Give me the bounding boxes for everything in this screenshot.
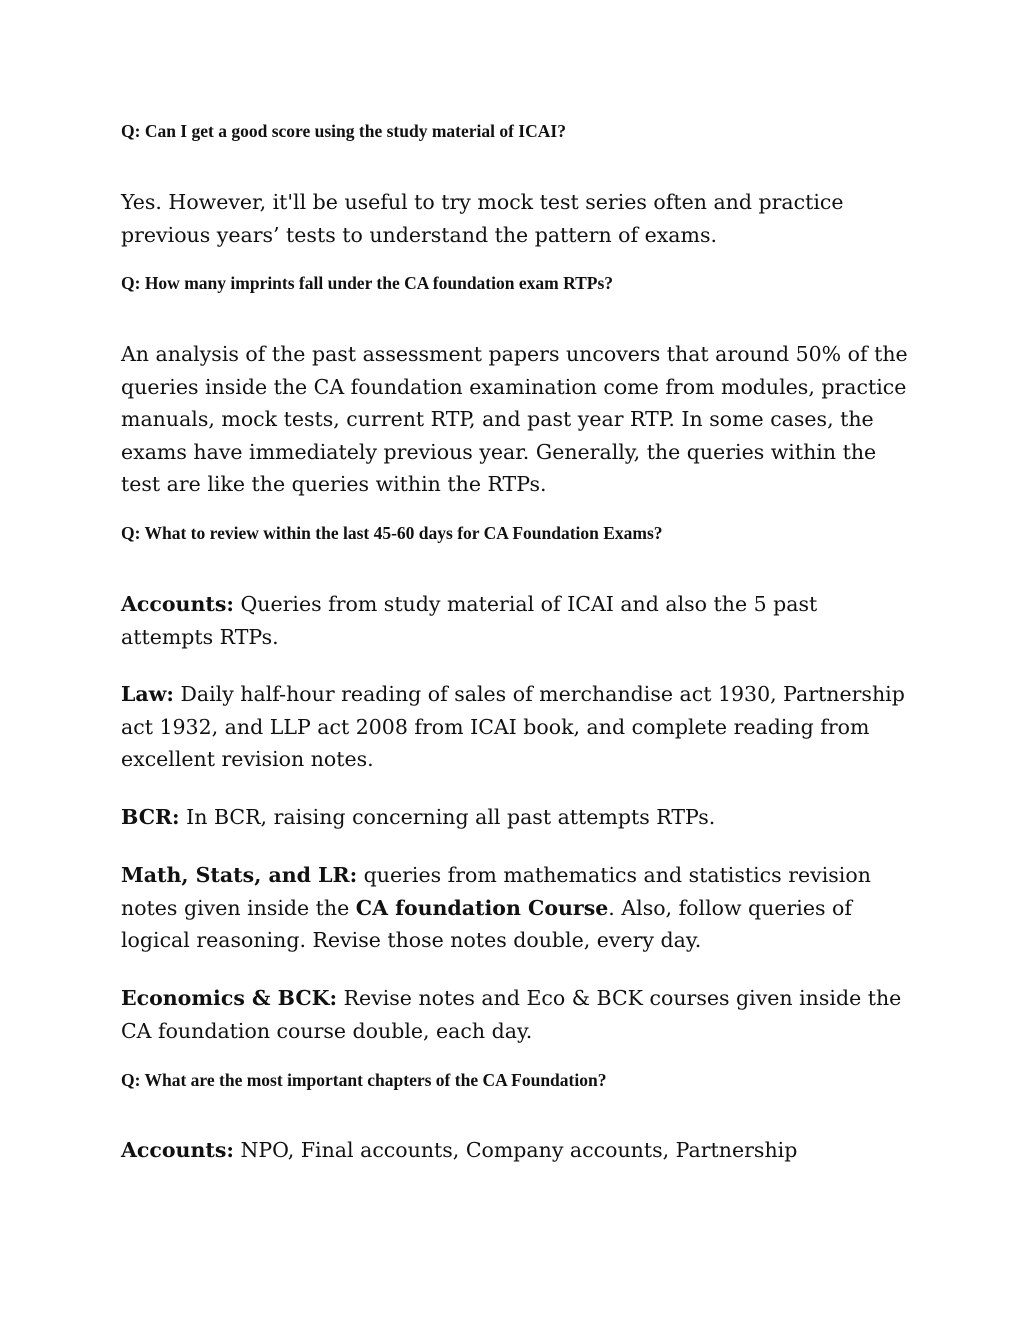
answer-paragraph: Yes. However, it'll be useful to try mock test series often and practice previous years’ tests to understand the pattern of exams. [121, 190, 844, 247]
subject-label: Accounts: [121, 592, 234, 616]
subject-text: queries from mathematics and statistics revision notes given inside the [121, 863, 871, 920]
subject-label: BCR: [121, 805, 180, 829]
answer-item [121, 678, 911, 776]
answer-item [121, 801, 911, 834]
subject-label: Accounts: [121, 1138, 234, 1162]
subject-label: Economics & BCK: [121, 986, 338, 1010]
question-heading: Q: What are the most important chapters of the CA Foundation? [121, 1070, 607, 1090]
subject-label: Law: [121, 682, 174, 706]
subject-text: Revise notes and Eco & BCK courses given inside the CA foundation course double, each day. [121, 986, 902, 1043]
subject-label: Math, Stats, and LR: [121, 863, 358, 887]
answer-item [121, 1134, 911, 1167]
question-heading: Q: How many imprints fall under the CA foundation exam RTPs? [121, 273, 614, 293]
subject-text: Daily half-hour reading of sales of merchandise act 1930, Partnership act 1932, and LLP act 2008 from ICAI book, and complete reading from excellent revision notes. [121, 682, 905, 771]
question-heading: Q: Can I get a good score using the study material of ICAI? [121, 121, 566, 141]
answer-item [121, 982, 911, 1047]
question-heading: Q: What to review within the last 45-60 days for CA Foundation Exams? [121, 523, 663, 543]
subject-text: Queries from study material of ICAI and also the 5 past attempts RTPs. [121, 592, 818, 649]
answer-paragraph: An analysis of the past assessment papers uncovers that around 50% of the queries inside the CA foundation examination come from modules, practice manuals, mock tests, current RTP, and past year RTP. In some cases, the exams have immediately previous year. Generally, the queries within the test are like the queries within the RTPs. [121, 342, 908, 496]
subject-text: . Also, follow queries of logical reasoning. Revise those notes double, every day. [121, 895, 852, 952]
course-link[interactable]: CA foundation Course [355, 895, 609, 920]
answer-item [121, 588, 911, 653]
answer-item [121, 859, 911, 957]
subject-text: NPO, Final accounts, Company accounts, Partnership [233, 1138, 798, 1162]
subject-text: In BCR, raising concerning all past attempts RTPs. [179, 805, 716, 829]
